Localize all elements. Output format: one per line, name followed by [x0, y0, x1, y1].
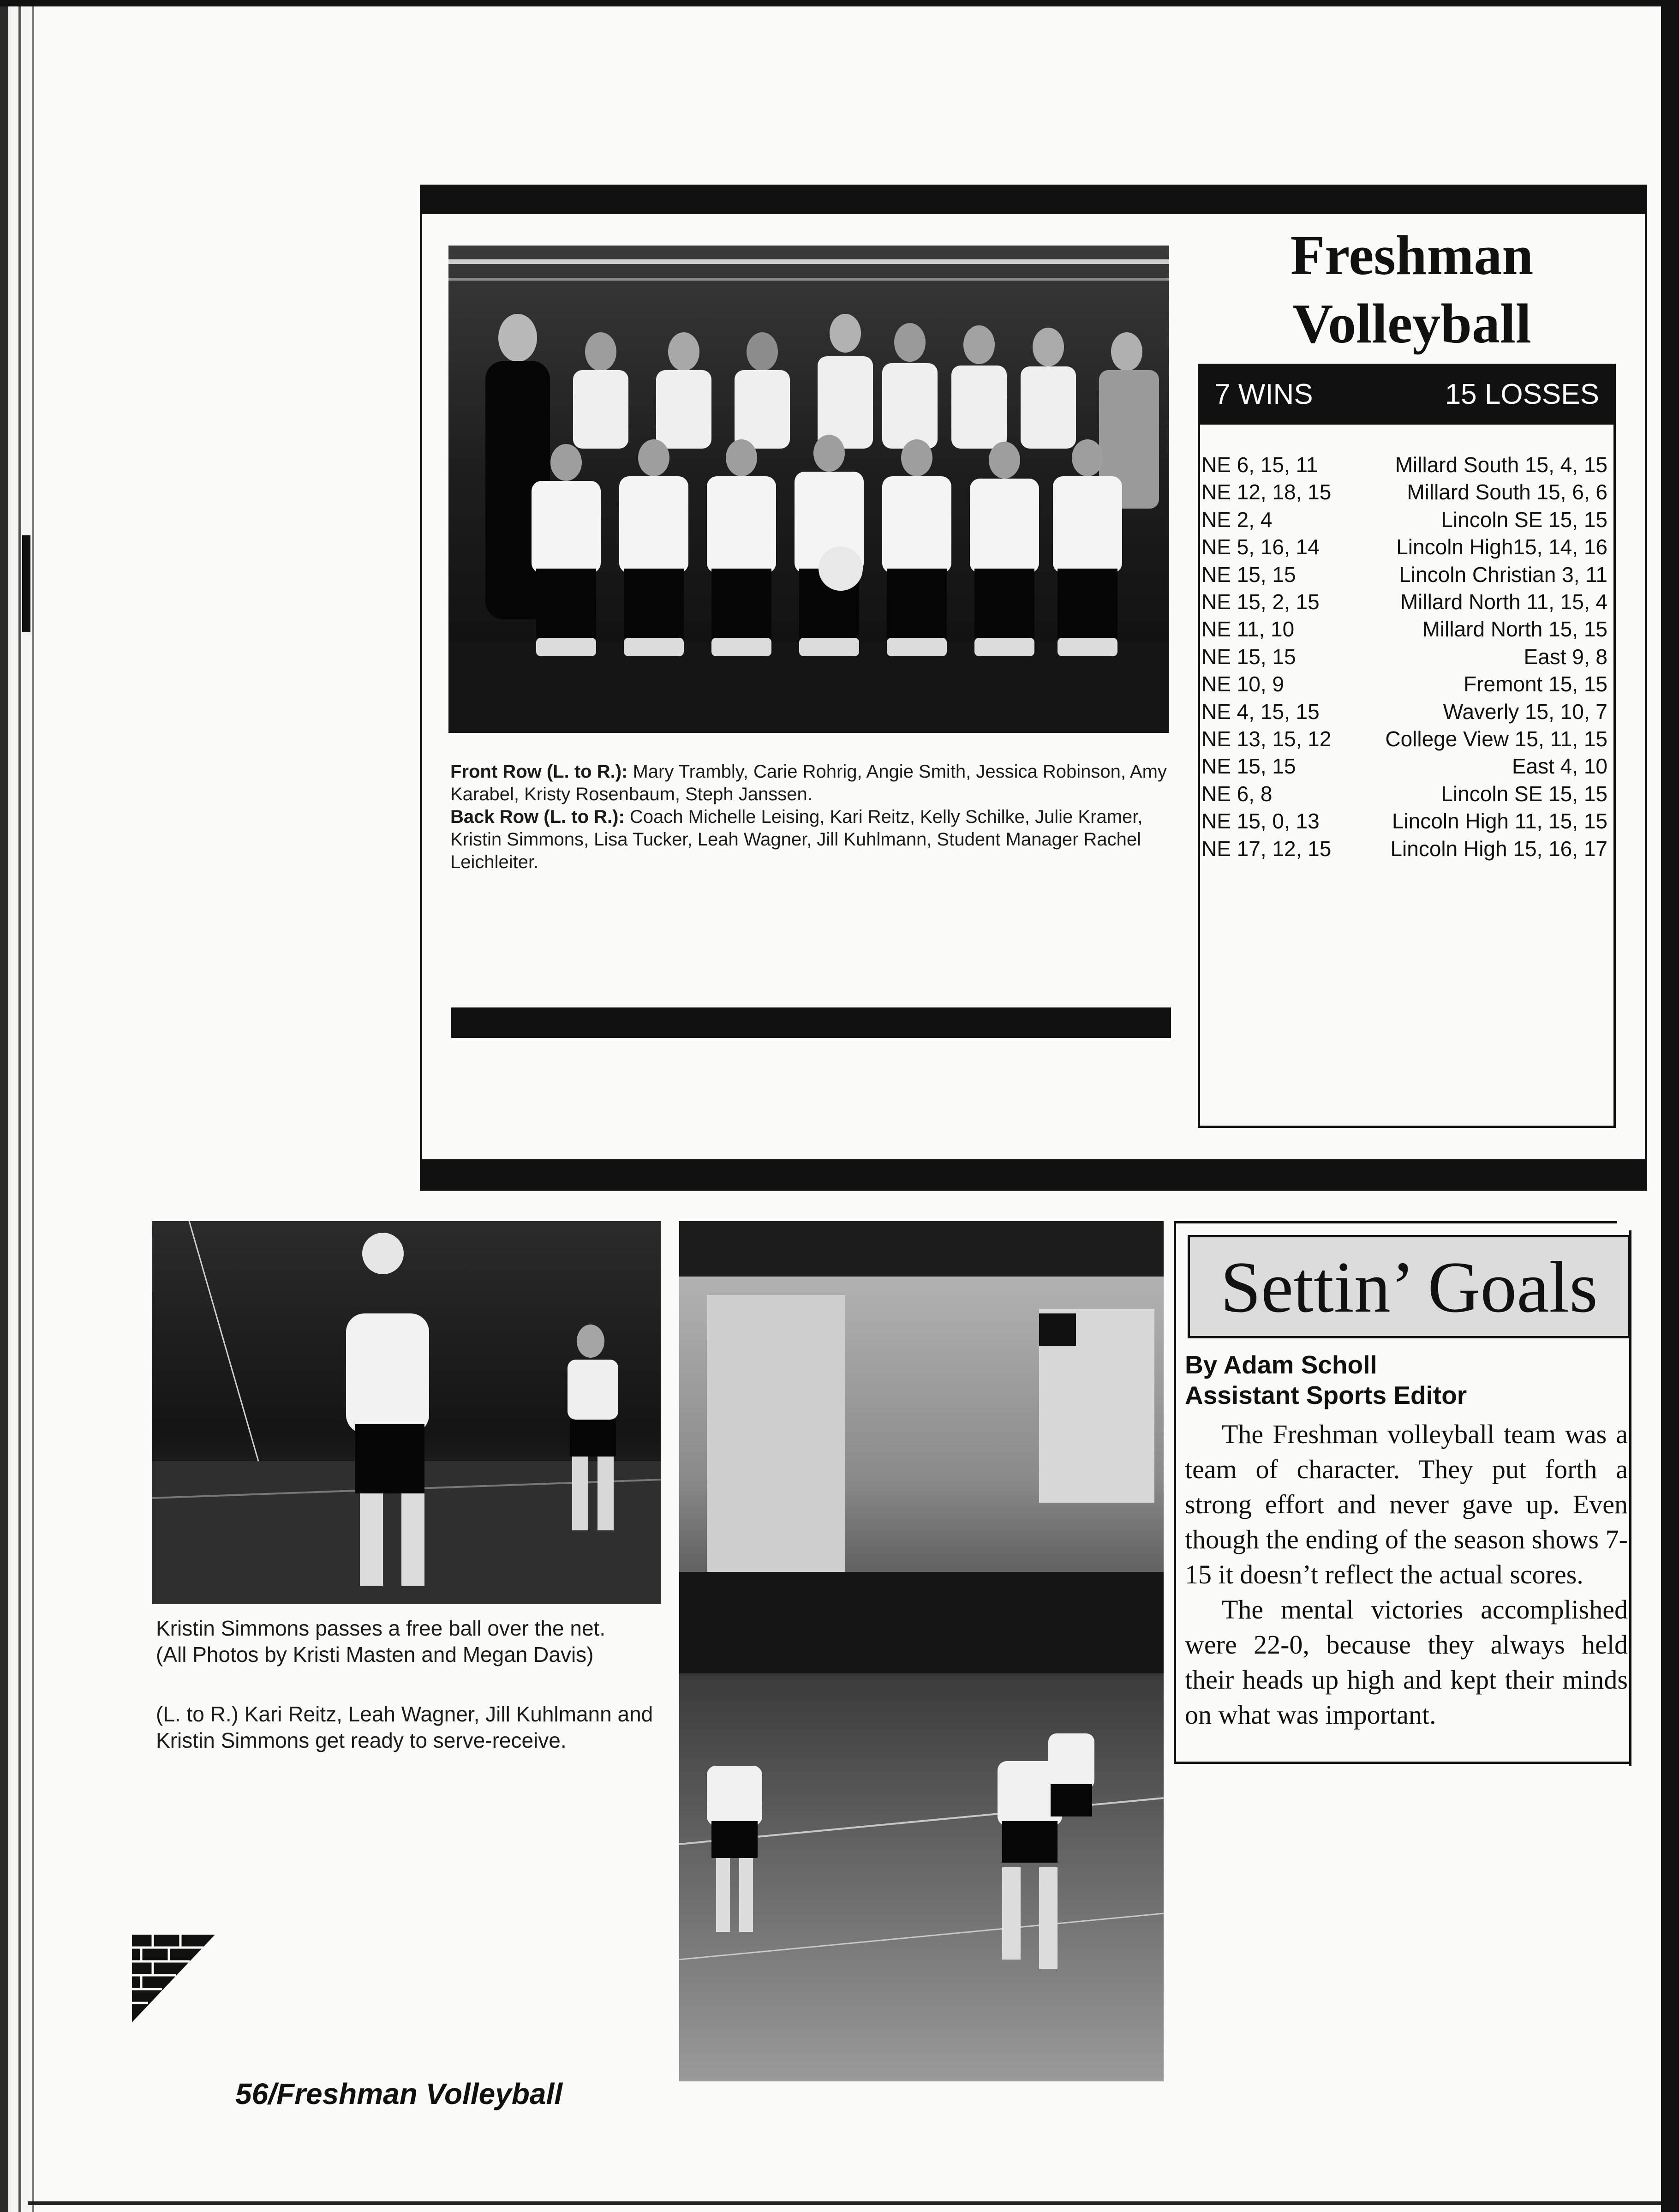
article-paragraph: The mental victories accomplished were 22-0, because they always held their heads up high and kept their minds on what was important. — [1185, 1595, 1628, 1730]
feature-band-bottom — [420, 1159, 1647, 1191]
serve-receive-photo — [679, 1221, 1164, 2081]
opponent-score: Lincoln Christian 3, 11 — [1399, 562, 1607, 587]
opponent-score: Millard North 11, 15, 4 — [1400, 590, 1607, 614]
ne-score: NE 4, 15, 15 — [1201, 699, 1320, 724]
score-row — [1201, 561, 1607, 588]
caption-line-1: Kristin Simmons passes a free ball over the net. — [156, 1616, 606, 1640]
author-title: Assistant Sports Editor — [1185, 1381, 1467, 1409]
score-row — [1201, 835, 1607, 863]
score-row — [1201, 725, 1607, 753]
ne-score: NE 15, 0, 13 — [1201, 809, 1320, 833]
title-line-1: Freshman — [1290, 224, 1534, 287]
score-row — [1201, 479, 1607, 506]
opponent-score: Lincoln High 11, 15, 15 — [1392, 809, 1607, 833]
binding-mark — [22, 535, 30, 632]
ne-score: NE 12, 18, 15 — [1201, 480, 1332, 504]
opponent-score: Millard North 15, 15 — [1422, 617, 1607, 641]
ne-score: NE 6, 8 — [1201, 781, 1273, 806]
score-row — [1201, 451, 1607, 479]
author-name: By Adam Scholl — [1185, 1350, 1377, 1379]
opponent-score: Waverly 15, 10, 7 — [1443, 699, 1607, 724]
score-row — [1201, 698, 1607, 725]
bottom-rule — [28, 2201, 1661, 2205]
losses-count: 15 LOSSES — [1445, 378, 1599, 410]
team-photo-caption — [450, 761, 1170, 874]
score-row — [1201, 588, 1607, 616]
right-edge — [1661, 0, 1679, 2212]
score-row — [1201, 616, 1607, 643]
opponent-score: Lincoln SE 15, 15 — [1441, 507, 1607, 532]
ne-score: NE 15, 15 — [1201, 644, 1296, 669]
score-row — [1201, 671, 1607, 698]
opponent-score: Lincoln SE 15, 15 — [1441, 781, 1607, 806]
score-row — [1201, 780, 1607, 808]
ne-score: NE 15, 2, 15 — [1201, 590, 1320, 614]
front-row-label: Front Row (L. to R.): — [450, 761, 628, 782]
opponent-score: Lincoln High15, 14, 16 — [1396, 535, 1607, 559]
title-line-2: Volleyball — [1292, 293, 1531, 355]
article-body — [1185, 1417, 1628, 1732]
opponent-score: East 4, 10 — [1512, 754, 1607, 779]
page-footer: 56/Freshman Volleyball — [235, 2077, 563, 2110]
ne-score: NE 13, 15, 12 — [1201, 727, 1332, 751]
pass-photo — [152, 1221, 661, 1604]
back-row-label: Back Row (L. to R.): — [450, 807, 625, 827]
feature-band-top — [420, 185, 1647, 214]
ne-score: NE 5, 16, 14 — [1201, 535, 1320, 559]
article-headline: Settin’ Goals — [1220, 1247, 1598, 1328]
brick-wall-icon — [132, 1935, 215, 2022]
record-header — [1198, 364, 1616, 425]
article-byline — [1185, 1349, 1628, 1410]
ne-score: NE 6, 15, 11 — [1201, 453, 1318, 477]
ne-score: NE 15, 15 — [1201, 754, 1296, 779]
opponent-score: East 9, 8 — [1524, 644, 1607, 669]
ne-score: NE 10, 9 — [1201, 672, 1284, 696]
top-rule — [0, 0, 1679, 6]
opponent-score: Millard South 15, 6, 6 — [1407, 480, 1607, 504]
opponent-score: Lincoln High 15, 16, 17 — [1390, 836, 1607, 861]
front-row-names: Mary Trambly, Carie Rohrig, Angie Smith, Jessica Robinson, Amy Karabel, Kristy Rosenbaum, Steph Janssen. — [450, 761, 1167, 804]
score-list — [1201, 451, 1607, 863]
score-row — [1201, 506, 1607, 534]
score-row — [1201, 534, 1607, 561]
opponent-score: Fremont 15, 15 — [1464, 672, 1607, 696]
divider-bar — [451, 1007, 1171, 1038]
binding-edge — [0, 0, 51, 2212]
team-photo — [448, 246, 1169, 733]
ne-score: NE 2, 4 — [1201, 507, 1273, 532]
ne-score: NE 15, 15 — [1201, 562, 1296, 587]
score-row — [1201, 753, 1607, 780]
pass-photo-caption — [156, 1615, 673, 1668]
serve-receive-caption: (L. to R.) Kari Reitz, Leah Wagner, Jill Kuhlmann and Kristin Simmons get ready to serve-receive. — [156, 1702, 653, 1752]
opponent-score: Millard South 15, 4, 15 — [1395, 453, 1607, 477]
opponent-score: College View 15, 11, 15 — [1385, 727, 1607, 751]
back-row-names: Coach Michelle Leising, Kari Reitz, Kelly Schilke, Julie Kramer, Kristin Simmons, Lisa Tucker, Leah Wagner, Jill Kuhlmann, Student Manager Rachel Leichleiter. — [450, 807, 1143, 872]
ne-score: NE 17, 12, 15 — [1201, 836, 1332, 861]
article-paragraph: The Freshman volleyball team was a team of character. They put forth a strong effort and never gave up. Even though the ending of the season shows 7-15 it doesn’t reflect the actual scores. — [1185, 1419, 1628, 1589]
page-title — [1190, 222, 1633, 358]
ne-score: NE 11, 10 — [1201, 617, 1295, 641]
photo-credit: (All Photos by Kristi Masten and Megan Davis) — [156, 1643, 594, 1666]
score-row — [1201, 808, 1607, 835]
wins-count: 7 WINS — [1214, 378, 1313, 410]
score-row — [1201, 643, 1607, 671]
